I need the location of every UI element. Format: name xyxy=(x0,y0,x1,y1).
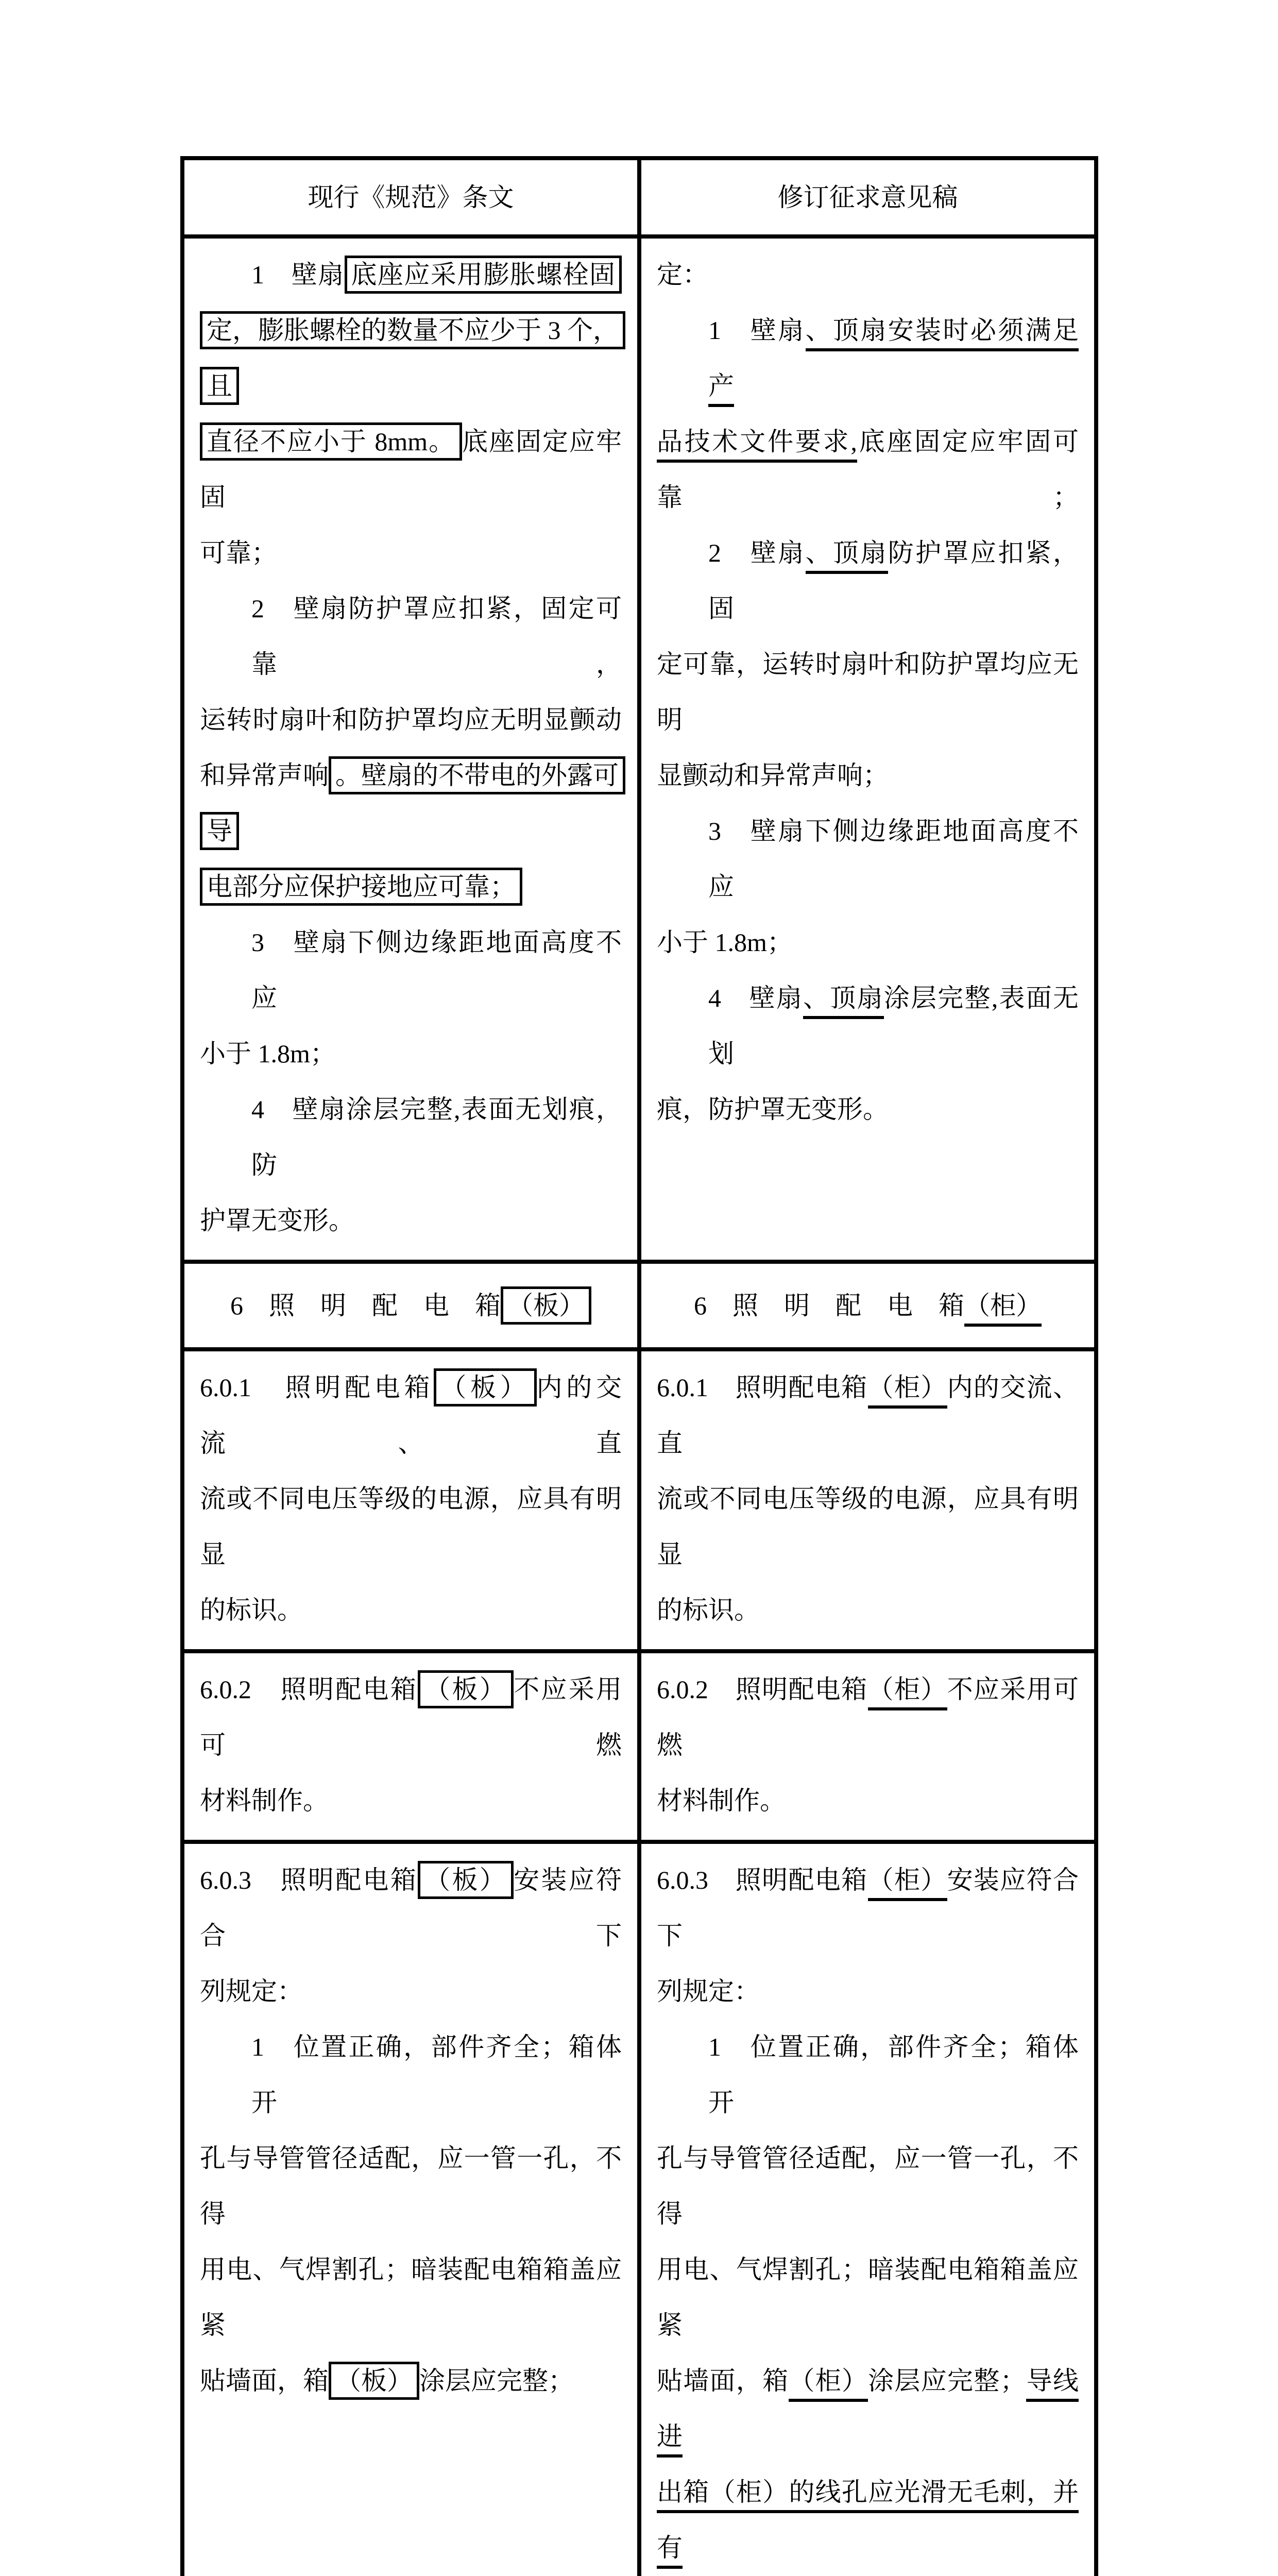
text-line xyxy=(200,1193,622,1248)
text-line xyxy=(200,1662,622,1773)
text-run: 安装应符合下 xyxy=(657,1866,1079,1950)
text-line xyxy=(657,1773,1079,1828)
text-line xyxy=(641,1278,1094,1333)
text-run: 6.0.3 照明配电箱 xyxy=(657,1866,868,1894)
row-section-6-title xyxy=(182,1262,1096,1349)
text-line xyxy=(657,247,1079,302)
text-run: 4 壁扇涂层完整,表面无划痕，防 xyxy=(251,1095,622,1179)
text-line xyxy=(200,414,622,525)
text-run: 运转时扇叶和防护罩均应无明显颤动 xyxy=(200,705,622,734)
text-run: 防护罩应扣紧，固 xyxy=(708,538,1079,623)
cell-current-6-0-2 xyxy=(182,1651,639,1842)
text-run: 6 照 明 配 电 箱 xyxy=(694,1291,964,1320)
text-run: 涂层完整,表面无划 xyxy=(708,984,1079,1068)
comparison-table xyxy=(180,156,1098,2576)
row-fan-provisions xyxy=(182,236,1096,1262)
header-current-code-label: 现行《规范》条文 xyxy=(308,183,514,212)
text-run: 1 位置正确，部件齐全；箱体开 xyxy=(251,2032,622,2117)
text-line xyxy=(657,914,1079,970)
cell-revised-fan-provisions xyxy=(639,236,1096,1262)
text-line xyxy=(200,1026,622,1081)
text-line xyxy=(184,1278,637,1333)
text-line xyxy=(200,525,622,581)
cell-revised-6-0-3 xyxy=(639,1842,1096,2576)
boxed-deletion-mark: 定，膨胀螺栓的数量不应少于 3 个，且 xyxy=(200,311,625,405)
underlined-addition-mark: （柜） xyxy=(789,2366,868,2402)
header-revision-draft-label: 修订征求意见稿 xyxy=(777,183,958,212)
boxed-deletion-mark: （板） xyxy=(329,2362,419,2400)
text-line xyxy=(200,2130,622,2242)
text-run: 痕，防护罩无变形。 xyxy=(657,1095,889,1124)
text-line xyxy=(200,247,622,302)
text-run: 4 壁扇 xyxy=(708,984,803,1012)
header-revision-draft xyxy=(639,158,1096,236)
boxed-deletion-mark: （板） xyxy=(501,1286,591,1325)
text-line xyxy=(657,2130,1079,2242)
text-run: 的标识。 xyxy=(657,1596,760,1624)
underlined-addition-mark: 导线进 xyxy=(657,2366,1079,2458)
text-line xyxy=(200,1582,622,1638)
text-run: 材料制作。 xyxy=(657,1786,786,1815)
text-run: 1 壁扇 xyxy=(251,260,345,289)
text-run: 孔与导管管径适配，应一管一孔，不得 xyxy=(657,2144,1079,2228)
text-run: 贴墙面，箱 xyxy=(200,2366,329,2395)
text-run: 6.0.1 照明配电箱 xyxy=(200,1373,434,1402)
text-run: 2 壁扇防护罩应扣紧，固定可靠， xyxy=(251,594,622,679)
boxed-deletion-mark: 底座应采用膨胀螺栓固 xyxy=(345,256,622,294)
text-line xyxy=(657,525,1079,636)
text-line xyxy=(200,302,622,414)
text-line xyxy=(657,803,1079,914)
text-run: 用电、气焊割孔；暗装配电箱箱盖应紧 xyxy=(200,2255,622,2340)
boxed-deletion-mark: 直径不应小于 8mm。 xyxy=(200,422,462,461)
text-run: 的标识。 xyxy=(200,1596,303,1624)
text-run: 孔与导管管径适配，应一管一孔，不得 xyxy=(200,2144,622,2228)
header-current-code xyxy=(182,158,639,236)
text-line xyxy=(200,914,622,1026)
underlined-addition-mark: 、顶扇 xyxy=(806,538,888,574)
text-run: 材料制作。 xyxy=(200,1786,329,1815)
text-line xyxy=(200,1773,622,1828)
text-line xyxy=(200,748,622,859)
underlined-addition-mark: 品技术文件要求, xyxy=(657,427,857,463)
text-line xyxy=(200,1081,622,1193)
cell-current-section-6-title xyxy=(182,1262,639,1349)
text-run: 安装应符合下 xyxy=(200,1866,622,1950)
underlined-addition-mark: （柜） xyxy=(868,1675,947,1710)
text-line xyxy=(657,414,1079,525)
text-run: 和异常声响 xyxy=(200,761,329,790)
boxed-deletion-mark: （板） xyxy=(418,1861,514,1899)
text-run: 内的交流、直 xyxy=(200,1373,622,1458)
row-6-0-3 xyxy=(182,1842,1096,2576)
text-run: 流或不同电压等级的电源，应具有明显 xyxy=(200,1484,622,1569)
boxed-deletion-mark: 。壁扇的不带电的外露可导 xyxy=(200,756,625,850)
text-line xyxy=(200,1852,622,1963)
text-line xyxy=(657,2242,1079,2353)
text-run: 6.0.2 照明配电箱 xyxy=(200,1675,418,1704)
text-run: 定可靠，运转时扇叶和防护罩均应无明 xyxy=(657,650,1079,734)
header-row xyxy=(182,158,1096,236)
text-line xyxy=(657,1471,1079,1582)
text-line xyxy=(200,859,622,914)
text-run: 涂层应完整； xyxy=(868,2366,1026,2395)
underlined-addition-mark: （柜） xyxy=(868,1373,947,1409)
text-line xyxy=(200,1963,622,2019)
cell-revised-6-0-1 xyxy=(639,1349,1096,1651)
text-run: 不应采用可燃 xyxy=(200,1675,622,1759)
text-line xyxy=(200,2353,622,2409)
text-line xyxy=(200,692,622,748)
text-line xyxy=(657,1662,1079,1773)
cell-current-fan-provisions xyxy=(182,236,639,1262)
text-line xyxy=(657,636,1079,748)
text-run: 底座固定应牢固 xyxy=(200,427,622,512)
text-line xyxy=(657,302,1079,414)
text-run: 流或不同电压等级的电源，应具有明显 xyxy=(657,1484,1079,1569)
underlined-addition-mark: （柜） xyxy=(868,1866,947,1901)
boxed-deletion-mark: 电部分应保护接地应可靠； xyxy=(200,868,522,906)
text-run: 护罩无变形。 xyxy=(200,1206,354,1235)
text-run: 小于 1.8m； xyxy=(200,1039,336,1068)
text-run: 2 壁扇 xyxy=(708,538,806,567)
text-line xyxy=(657,1081,1079,1137)
text-run: 可靠； xyxy=(200,538,277,567)
text-run: 用电、气焊割孔；暗装配电箱箱盖应紧 xyxy=(657,2255,1079,2340)
cell-revised-section-6-title xyxy=(639,1262,1096,1349)
cell-current-6-0-3 xyxy=(182,1842,639,2576)
text-run: 6.0.3 照明配电箱 xyxy=(200,1866,418,1894)
text-line xyxy=(657,970,1079,1081)
cell-current-6-0-1 xyxy=(182,1349,639,1651)
text-line xyxy=(657,1852,1079,1963)
text-line xyxy=(657,1582,1079,1638)
text-line xyxy=(657,748,1079,803)
text-run: 内的交流、直 xyxy=(657,1373,1079,1458)
text-run: 涂层应完整； xyxy=(419,2366,574,2395)
underlined-addition-mark: 出箱（柜）的线孔应光滑无毛刺，并有 xyxy=(657,2478,1079,2569)
text-run: 列规定： xyxy=(657,1977,760,2006)
text-run: 6.0.2 照明配电箱 xyxy=(657,1675,868,1704)
text-run: 3 壁扇下侧边缘距地面高度不应 xyxy=(708,817,1079,901)
text-line xyxy=(657,2353,1079,2464)
text-line xyxy=(657,2019,1079,2130)
text-run: 6 照 明 配 电 箱 xyxy=(230,1291,501,1320)
text-line xyxy=(657,1360,1079,1471)
boxed-deletion-mark: （板） xyxy=(418,1670,514,1708)
row-6-0-1 xyxy=(182,1349,1096,1651)
text-line xyxy=(200,2019,622,2130)
text-run: 1 壁扇 xyxy=(708,316,806,345)
text-run: 底座固定应牢固可靠； xyxy=(657,427,1079,512)
text-run: 定： xyxy=(657,260,708,289)
cell-revised-6-0-2 xyxy=(639,1651,1096,1842)
text-run: 显颤动和异常声响； xyxy=(657,761,889,790)
text-line xyxy=(657,1963,1079,2019)
text-line xyxy=(200,2242,622,2353)
underlined-addition-mark: 、顶扇安装时必须满足产 xyxy=(708,316,1079,407)
text-line xyxy=(657,2464,1079,2575)
underlined-addition-mark: 、顶扇 xyxy=(803,984,884,1019)
text-line xyxy=(200,1471,622,1582)
text-line xyxy=(200,1360,622,1471)
boxed-deletion-mark: （板） xyxy=(434,1368,536,1406)
text-run: 列规定： xyxy=(200,1977,303,2006)
text-line xyxy=(200,581,622,692)
text-run: 1 位置正确，部件齐全；箱体开 xyxy=(708,2032,1079,2117)
text-run: 贴墙面，箱 xyxy=(657,2366,789,2395)
text-run: 不应采用可燃 xyxy=(657,1675,1079,1759)
text-run: 6.0.1 照明配电箱 xyxy=(657,1373,868,1402)
text-run: 3 壁扇下侧边缘距地面高度不应 xyxy=(251,928,622,1012)
text-run: 小于 1.8m； xyxy=(657,928,793,957)
underlined-addition-mark: （柜） xyxy=(964,1291,1042,1327)
row-6-0-2 xyxy=(182,1651,1096,1842)
